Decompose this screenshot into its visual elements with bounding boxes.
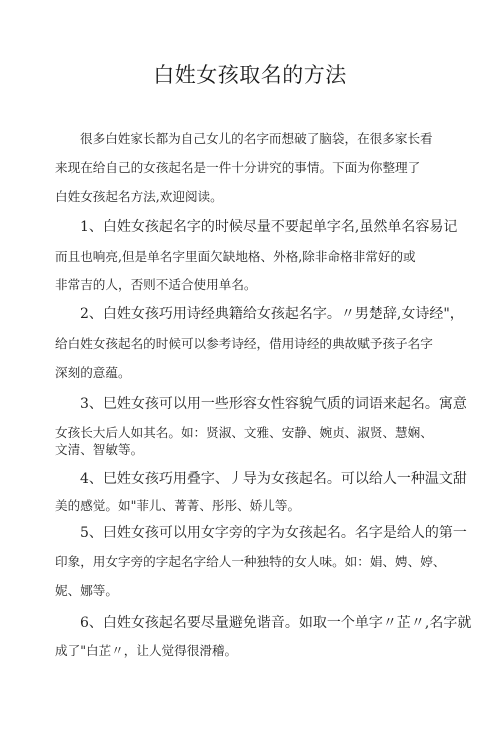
point-2-line-3: 深刻的意蕴。	[55, 365, 131, 380]
intro-line-1: 很多白姓家长都为自己女儿的名字而想破了脑袋，在很多家长看	[80, 131, 433, 146]
point-5-line-3: 妮、娜等。	[55, 583, 118, 598]
point-1-line-3: 非常吉的人，否则不适合使用单名。	[55, 277, 257, 292]
intro-line-2: 来现在给自己的女孩起名是一件十分讲究的事情。下面为你整理了	[55, 160, 421, 175]
point-1-line-1: 1、白姓女孩起名字的时候尽量不要起单字名,虽然单名容易记	[80, 219, 458, 235]
point-4-line-2: 美的感觉。如"菲儿、菁菁、彤彤、娇儿等。	[55, 498, 301, 513]
point-4-line-1: 4、巳姓女孩巧用叠字、丿导为女孩起名。可以给人一种温文甜	[80, 471, 467, 487]
intro-line-3: 白姓女孩起名方法,欢迎阅读。	[55, 189, 223, 204]
point-3-line-3: 文清、智敏等。	[55, 442, 144, 457]
point-3-line-2: 女孩长大后人如其名。如：贤淑、文雅、安静、婉贞、淑贤、慧娴、	[55, 425, 433, 440]
point-6-line-1: 6、白姓女孩起名要尽量避免谐音。如取一个单字〃芷〃,名字就	[80, 615, 472, 631]
point-1-line-2: 而且也响亮,但是单名字里面欠缺地格、外格,除非命格非常好的或	[55, 249, 416, 264]
point-3-line-1: 3、巳姓女孩可以用一些形容女性容貌气质的词语来起名。寓意	[80, 396, 467, 412]
point-5-line-2: 印象，用女字旁的字起名字给人一种独特的女人味。如：娟、娉、婷、	[55, 554, 446, 569]
point-5-line-1: 5、曰姓女孩可以用女字旁的字为女孩起名。名字是给人的第一	[80, 525, 467, 541]
point-2-line-1: 2、白姓女孩巧用诗经典籍给女孩起名字。〃男楚辞,女诗经"，	[80, 306, 464, 322]
point-6-line-2: 成了"白芷〃，让人觉得很滑稽。	[55, 643, 238, 658]
document-title: 白姓女孩取名的方法	[153, 63, 347, 87]
point-2-line-2: 给白姓女孩起名的时候可以参考诗经，借用诗经的典故赋予孩子名字	[55, 336, 433, 351]
